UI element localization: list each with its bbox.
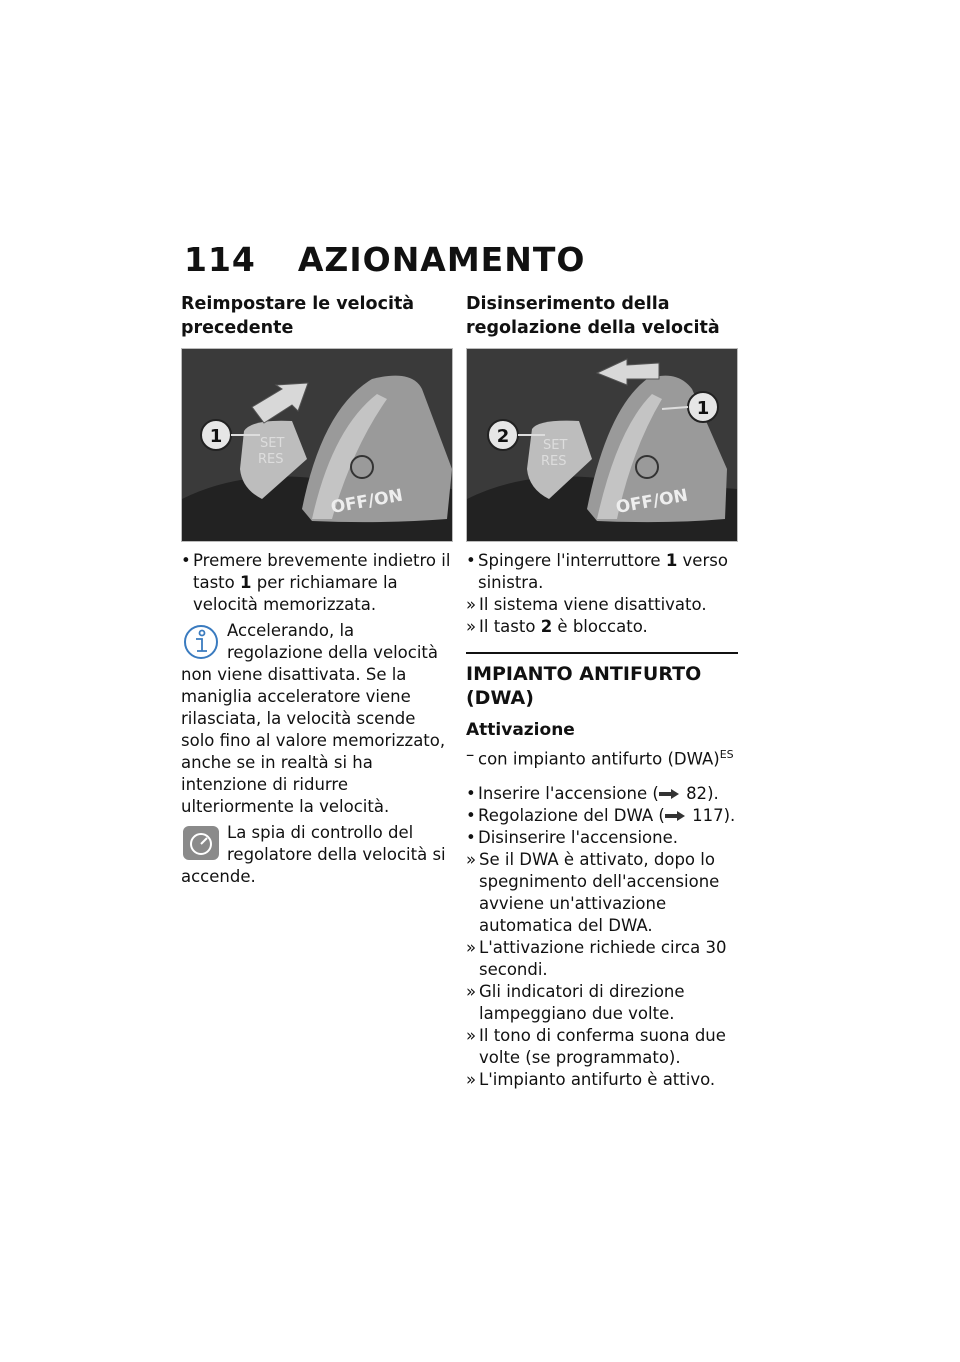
res-label: RES bbox=[258, 452, 284, 467]
bullet-icon: • bbox=[466, 551, 476, 570]
step-reset-speed: • Premere brevemente indietro il tasto 1 per richiamare la velocità memorizzata. bbox=[181, 551, 451, 614]
outcome-item: » Il tono di conferma suona due volte (se programmato). bbox=[466, 1025, 726, 1067]
callout-1: 1 bbox=[696, 398, 710, 419]
right-column bbox=[466, 292, 738, 1091]
left-column bbox=[181, 292, 453, 888]
result-arrow-icon: » bbox=[466, 849, 477, 869]
outcome-item: » L'attivazione richiede circa 30 secondi. bbox=[466, 937, 727, 979]
page-reference[interactable]: 117 bbox=[692, 805, 724, 825]
set-label: SET bbox=[543, 438, 568, 453]
result-arrow-icon: » bbox=[466, 937, 477, 957]
result-arrow-icon: » bbox=[466, 1069, 477, 1089]
step-item: • Disinserire l'accensione. bbox=[466, 827, 678, 847]
result-arrow-icon: » bbox=[466, 617, 477, 636]
set-label: SET bbox=[260, 436, 285, 451]
bullet-icon: • bbox=[466, 827, 476, 847]
step-item: • Inserire l'accensione ( 82). bbox=[466, 783, 719, 803]
section-heading-reset-speed: Reimpostare le velocità precedente bbox=[181, 294, 415, 338]
figure-off-switch bbox=[466, 348, 738, 542]
dash-icon: – bbox=[466, 745, 475, 764]
result-arrow-icon: » bbox=[466, 1025, 477, 1045]
outcome-item: » Se il DWA è attivato, dopo lo spegnimento dell'accensione avviene un'attivazione automatica del DWA. bbox=[466, 849, 720, 935]
switch-illustration bbox=[467, 349, 737, 541]
page-reference-arrow-icon bbox=[659, 788, 681, 800]
outcome-item: » L'impianto antifurto è attivo. bbox=[466, 1069, 716, 1089]
switch-illustration bbox=[182, 349, 452, 541]
section-heading-disable-cruise: Disinserimento della regolazione della velocità bbox=[466, 294, 720, 338]
figure-set-res-button bbox=[181, 348, 453, 542]
chapter-title: AZIONAMENTO bbox=[297, 240, 586, 279]
result-arrow-icon: » bbox=[466, 981, 477, 1001]
requirement-item: – con impianto antifurto (DWA)$^{ES}$ bbox=[466, 745, 734, 769]
bullet-icon: • bbox=[466, 783, 476, 803]
result-item: » Il tasto 2 è bloccato. bbox=[466, 617, 648, 636]
result-item: » Il sistema viene disattivato. bbox=[466, 595, 707, 614]
info-icon bbox=[181, 622, 223, 662]
section-title-dwa: IMPIANTO ANTIFURTO (DWA) bbox=[466, 652, 738, 710]
page-reference-arrow-icon bbox=[665, 810, 687, 822]
res-label: RES bbox=[541, 454, 567, 469]
step-push-switch: • Spingere l'interruttore 1 verso sinistra. bbox=[466, 551, 728, 592]
off-on-label: OFF/ON bbox=[614, 485, 690, 518]
bullet-icon: • bbox=[466, 805, 476, 825]
callout-2: 2 bbox=[496, 426, 510, 447]
page-number: 114 bbox=[184, 240, 256, 279]
cruise-control-lamp-icon bbox=[181, 824, 223, 864]
subheading-activation: Attivazione bbox=[466, 720, 575, 740]
result-arrow-icon: » bbox=[466, 595, 477, 614]
info-note: Accelerando, la regolazione della velocità non viene disattivata. Se la maniglia acceleratore viene rilasciata, la velocità scende solo fino al valore memorizzato, anche se in realtà si ha intenzione di ridurre ulteriormente la velocità. bbox=[181, 621, 446, 816]
callout-1: 1 bbox=[209, 426, 223, 447]
outcome-item: » Gli indicatori di direzione lampeggiano due volte. bbox=[466, 981, 685, 1023]
lamp-note: La spia di controllo del regolatore della velocità si accende. bbox=[181, 823, 446, 886]
page-header bbox=[184, 240, 585, 279]
off-on-label: OFF/ON bbox=[329, 485, 405, 518]
page-reference[interactable]: 82 bbox=[686, 783, 708, 803]
bullet-icon: • bbox=[181, 551, 191, 570]
step-item: • Regolazione del DWA ( 117). bbox=[466, 805, 736, 825]
